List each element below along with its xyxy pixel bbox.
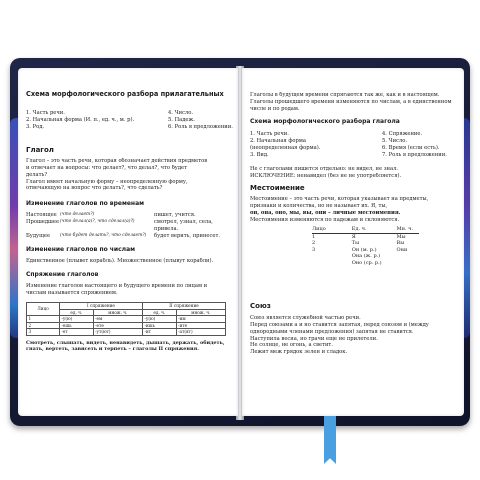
tenses-heading: Изменение глаголов по временам	[26, 200, 145, 207]
left-page	[18, 68, 238, 416]
table-header: Лицо	[27, 303, 60, 316]
pronoun-definition: Местоимение – это часть речи, которая указывает на предметы, признаки и количества, но не называет их. Я, ты, он, она, оно, мы, вы, они – личные местоимения. Местоимения изменяются по падежам и склоняются.	[250, 196, 429, 223]
future-tense-text: Глаголы в будущем времени спрягаются так же, как и в настоящем. Глаголы прошедшего времени изменяются по числам, а в единственном числе и по родам.	[250, 92, 452, 112]
list-item: 6. Время (если есть).	[382, 144, 440, 151]
list-item: 6. Роль в предложении.	[168, 123, 233, 130]
adjective-scheme-title: Схема морфологического разбора прилагательных	[26, 90, 224, 98]
table-header: ед. ч.	[59, 309, 93, 316]
pronoun-heading: Местоимение	[250, 184, 305, 192]
table-header: множ. ч.	[93, 309, 142, 316]
tenses-list	[26, 212, 232, 240]
right-page	[242, 68, 464, 416]
right-page-content	[250, 68, 458, 416]
table-header: Лицо	[312, 226, 352, 233]
list-item: 3. Вид.	[250, 151, 269, 158]
table-header: II спряжение	[142, 303, 225, 310]
list-item: 3. Род.	[26, 123, 45, 130]
table-row: 2 Ты Вы	[312, 240, 405, 247]
conjugation-table	[26, 302, 226, 336]
list-item: (неопределенная форма).	[250, 144, 321, 151]
bookmark-ribbon[interactable]	[324, 416, 336, 464]
left-page-content	[26, 68, 232, 416]
list-item: Прошедшее (что делал(а)?, что сделал(а)?) смотрел, узнал, села,	[26, 219, 213, 225]
list-item: 5. Число.	[382, 137, 408, 144]
conjugation-text: Изменение глаголов настоящего и будущего времени по лицам и числам называется спряжением.	[26, 283, 208, 296]
list-item: 2. Начальная форма (И. п., ед. ч., м. р).	[26, 116, 135, 123]
table-row: 1 Я Мы	[312, 233, 406, 240]
table-row: 2 -ешь -ете -ишь -ите	[27, 322, 226, 329]
conjugation-heading: Спряжение глаголов	[26, 271, 99, 278]
table-row: Она (ж. р.)	[351, 253, 381, 260]
numbers-text: Единственное (плывет корабль). Множественное (плывут корабли).	[26, 258, 214, 264]
numbers-heading: Изменение глаголов по числам	[26, 246, 136, 253]
table-header: ед. ч.	[142, 309, 176, 316]
table-header: I спряжение	[59, 303, 142, 310]
table-row: Оно (ср. р.)	[351, 259, 382, 266]
verb-heading: Глагол	[26, 146, 54, 154]
list-item: 1. Часть речи.	[250, 131, 289, 137]
list-item: привела.	[154, 226, 179, 232]
list-item: Будущее (что будет делать?, что сделает?) будет верить, принесет.	[26, 233, 220, 239]
union-heading: Союз	[250, 302, 271, 310]
pronoun-table	[312, 226, 419, 267]
union-text: Союз является служебной частью речи. Перед союзами а и но ставится запятая, перед союзом и (между однородными членами предложения) запятая не ставится. Наступила весна, но грачи еще не прилетели. Не солнце, не огонь, а светит. Лежит меж грядок зелен и сладок.	[250, 315, 429, 356]
table-header: множ. ч.	[176, 309, 225, 316]
table-header: Мн. ч.	[397, 226, 420, 233]
table-row: 3 Он (м. р.) Они	[312, 246, 408, 253]
list-item: 7. Роль в предложении.	[382, 151, 447, 158]
list-item: 1. Часть речи.	[26, 110, 65, 116]
verb-scheme-title: Схема морфологического разбора глагола	[250, 118, 400, 125]
list-item: 2. Начальная форма	[250, 137, 306, 144]
list-item: 5. Падеж.	[168, 116, 195, 123]
list-item: 4. Число.	[168, 110, 194, 116]
table-row: 1 -у(ю) -ем -у(ю) -им	[27, 316, 226, 323]
verb-definition: Глагол – это часть речи, которая обозначает действия предметов и отвечает на вопросы: что делает?, что делал?, что будет делать? Глагол имеет начальную форму – неопределенную форму, отвечающую на вопрос что делать?, что сделать?	[26, 158, 208, 192]
table-header: Ед. ч.	[352, 226, 397, 233]
exceptions-text: Смотреть, слышать, видеть, ненавидеть, дышать, держать, обидеть, гнать, вертеть, зависеть и терпеть – глаголы II спряжения.	[26, 340, 225, 353]
list-item: Настоящее (что делает?) пишет, учится.	[26, 212, 196, 218]
ne-with-verbs-text: Не с глаголами пишется отдельно: не видел, не знал. ИСКЛЮЧЕНИЕ: ненавидел (без не не употребляется).	[250, 166, 402, 179]
table-row: 3 -ет -ут(ют) -ит -ат(ят)	[27, 329, 226, 336]
list-item: 4. Спряжение.	[382, 131, 423, 137]
